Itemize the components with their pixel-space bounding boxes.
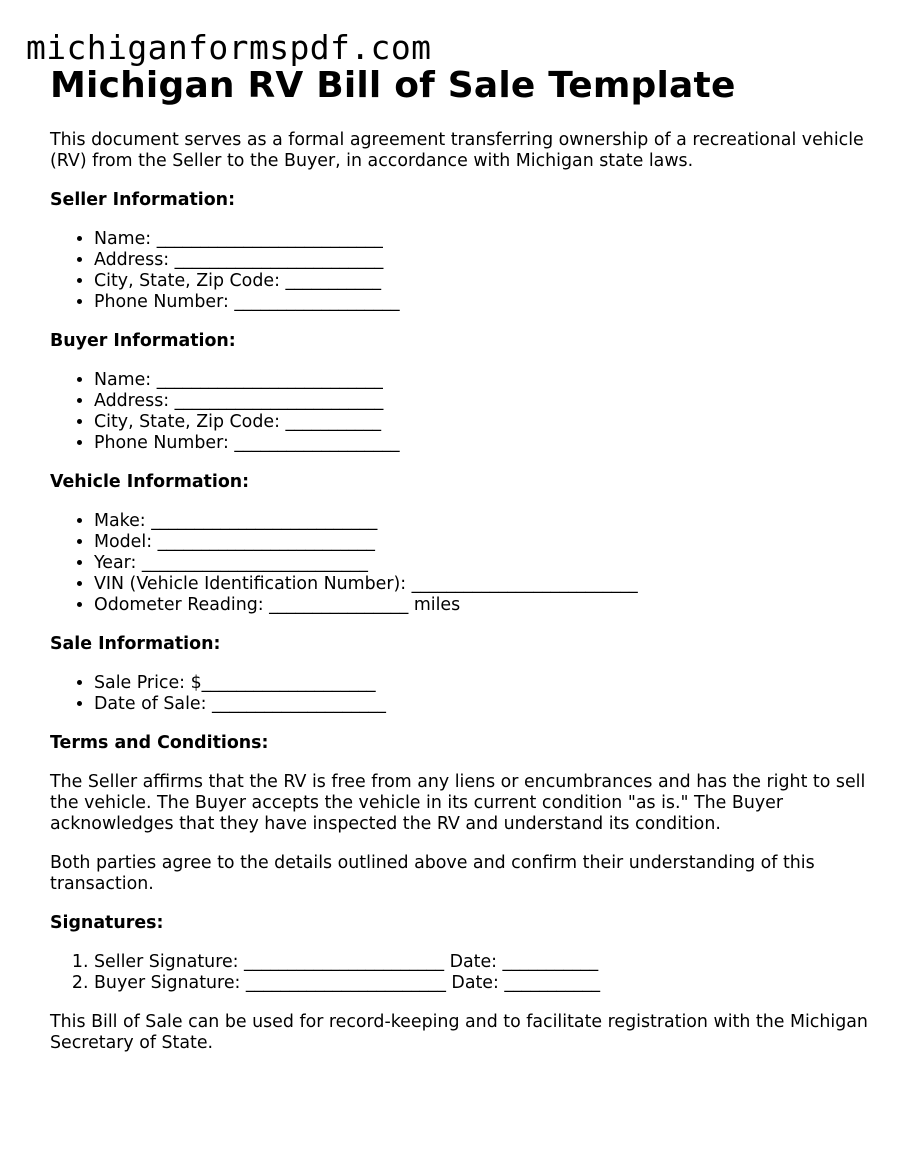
vehicle-vin-item: • VIN (Vehicle Identification Number): __________________________ [94, 574, 870, 595]
intro-paragraph: This document serves as a formal agreement transferring ownership of a recreational vehicle (RV) from the Seller to the Buyer, in accordance with Michigan state laws. [50, 130, 864, 171]
vehicle-model-item: • Model: _________________________ [94, 532, 870, 553]
vehicle-year-item: • Year: __________________________ [94, 553, 870, 574]
seller-address-item: • Address: ________________________ [94, 250, 870, 271]
bill-of-sale-document [50, 62, 870, 1054]
seller-signature-item: 1. Seller Signature: _______________________ Date: ___________ [94, 952, 870, 973]
closing-paragraph: This Bill of Sale can be used for record-keeping and to facilitate registration with the Michigan Secretary of State. [50, 1012, 868, 1053]
agreement-paragraph: Both parties agree to the details outlined above and confirm their understanding of this transaction. [50, 853, 815, 894]
seller-phone-item: • Phone Number: ___________________ [94, 292, 870, 313]
sale-info-list [50, 673, 870, 715]
buyer-address-item: • Address: ________________________ [94, 391, 870, 412]
buyer-info-list [50, 370, 870, 454]
seller-heading: Seller Information: [50, 190, 236, 210]
signatures-list [50, 952, 870, 994]
buyer-phone-item: • Phone Number: ___________________ [94, 433, 870, 454]
seller-city-state-zip-item: • City, State, Zip Code: ___________ [94, 271, 870, 292]
signatures-heading: Signatures: [50, 913, 164, 933]
vehicle-info-list [50, 511, 870, 616]
vehicle-heading: Vehicle Information: [50, 472, 250, 492]
terms-heading: Terms and Conditions: [50, 733, 269, 753]
seller-name-item: • Name: __________________________ [94, 229, 870, 250]
terms-paragraph: The Seller affirms that the RV is free from any liens or encumbrances and has the right to sell the vehicle. The Buyer accepts the vehicle in its current condition "as is." The Buyer acknowledges that they have inspected the RV and understand its condition. [50, 772, 866, 834]
buyer-name-item: • Name: __________________________ [94, 370, 870, 391]
sale-heading: Sale Information: [50, 634, 221, 654]
buyer-heading: Buyer Information: [50, 331, 236, 351]
buyer-city-state-zip-item: • City, State, Zip Code: ___________ [94, 412, 870, 433]
vehicle-make-item: • Make: __________________________ [94, 511, 870, 532]
page-title: Michigan RV Bill of Sale Template [50, 65, 736, 106]
buyer-signature-item: 2. Buyer Signature: _______________________ Date: ___________ [94, 973, 870, 994]
site-watermark: michiganformspdf.com [26, 28, 432, 67]
sale-date-item: • Date of Sale: ____________________ [94, 694, 870, 715]
vehicle-odometer-item: • Odometer Reading: ________________ miles [94, 595, 870, 616]
seller-info-list [50, 229, 870, 313]
sale-price-item: • Sale Price: $____________________ [94, 673, 870, 694]
